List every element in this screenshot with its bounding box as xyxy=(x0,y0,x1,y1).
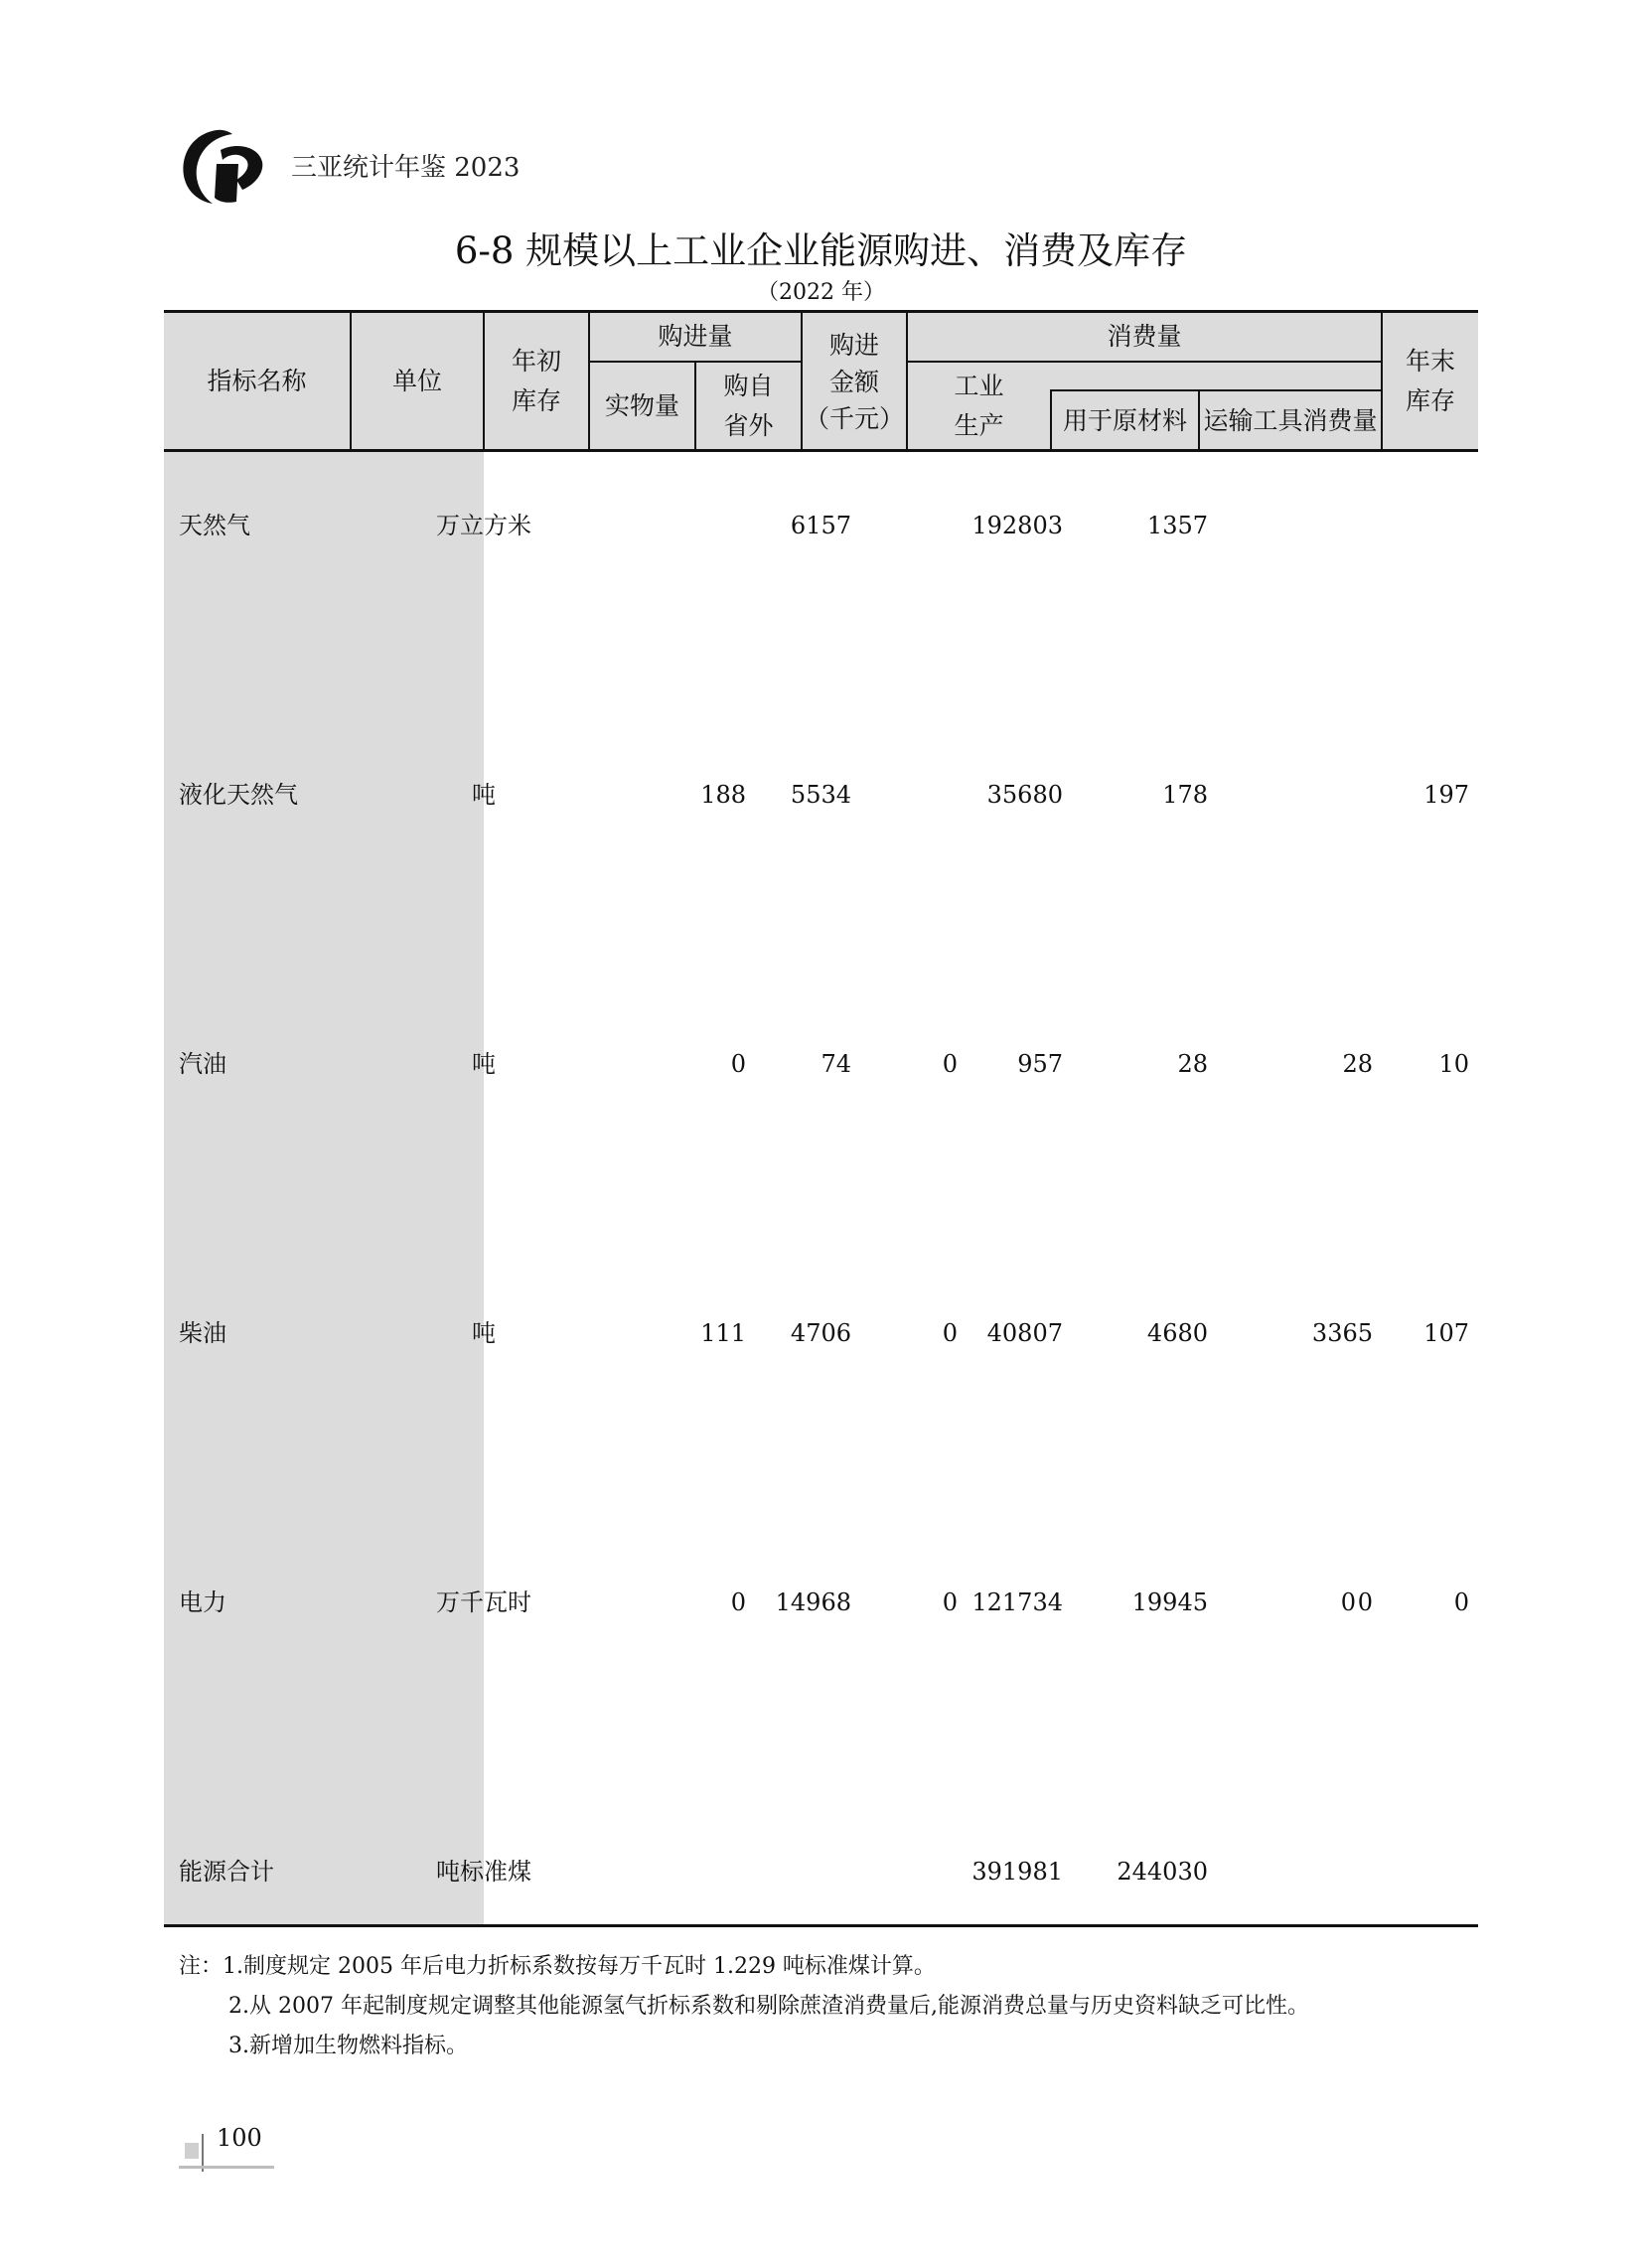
table-row xyxy=(164,775,1478,815)
row-unit-text: 万立方米 xyxy=(436,512,531,539)
yearbook-logo-icon xyxy=(177,124,266,208)
header-outside-text: 购自 省外 xyxy=(723,372,774,440)
note-1: 注：1.制度规定 2005 年后电力折标系数按每万千瓦时 1.229 吨标准煤计算。 xyxy=(179,1954,936,1979)
row-outside: 0 xyxy=(942,1050,958,1078)
table-row xyxy=(164,1044,1478,1084)
row-begin-stock: 0 xyxy=(730,1050,746,1078)
header-industrial xyxy=(908,363,1050,450)
row-outside: 0 xyxy=(942,1588,958,1616)
table-row xyxy=(164,1583,1478,1622)
header-raw-material: 用于原材料 xyxy=(1062,405,1187,435)
header-transport: 运输工具消费量 xyxy=(1203,405,1378,435)
table-year: （2022 年） xyxy=(757,280,885,305)
row-physical: 74 xyxy=(821,1050,851,1078)
header-consumption-group: 消费量 xyxy=(1107,321,1182,351)
table-notes xyxy=(179,1947,1309,2066)
row-industrial: 28 xyxy=(1177,1050,1208,1078)
row-raw-material: 0 xyxy=(1340,1588,1356,1616)
row-transport: 28 xyxy=(1342,1050,1373,1078)
page-number: 100 xyxy=(217,2124,262,2152)
table-row xyxy=(164,1313,1478,1353)
row-transport: 3365 xyxy=(1311,1319,1373,1347)
row-outside: 0 xyxy=(942,1319,958,1347)
row-physical: 6157 xyxy=(790,512,851,539)
row-unit-text: 万千瓦时 xyxy=(436,1588,531,1616)
row-name: 液化天然气 xyxy=(179,781,298,809)
row-unit-text: 吨 xyxy=(472,1319,496,1347)
row-industrial: 19945 xyxy=(1131,1588,1208,1616)
header-outside xyxy=(696,363,801,450)
table-row xyxy=(164,506,1478,545)
header-industrial-text: 工业 生产 xyxy=(954,372,1004,440)
row-name: 能源合计 xyxy=(179,1858,274,1886)
row-amount: 192803 xyxy=(971,512,1063,539)
header-begin-stock-text: 年初 库存 xyxy=(511,347,561,415)
header-begin-stock xyxy=(485,312,588,451)
row-amount: 957 xyxy=(1017,1050,1063,1078)
table-row xyxy=(164,1852,1478,1891)
table-title: 6-8 规模以上工业企业能源购进、消费及库存 xyxy=(454,229,1188,272)
row-unit-text: 吨 xyxy=(472,781,496,809)
book-title: 三亚统计年鉴 2023 xyxy=(291,153,521,183)
header-amount xyxy=(803,312,906,451)
row-unit-text: 吨标准煤 xyxy=(436,1858,531,1886)
table-bottom-rule xyxy=(164,1924,1478,1927)
row-begin-stock: 188 xyxy=(700,781,746,809)
note-3: 3.新增加生物燃料指标。 xyxy=(228,2034,468,2058)
stub-column-shading xyxy=(164,312,484,1925)
header-unit: 单位 xyxy=(391,367,442,395)
row-physical: 14968 xyxy=(775,1588,851,1616)
row-industrial: 178 xyxy=(1162,781,1208,809)
row-name: 电力 xyxy=(179,1588,226,1616)
row-end-stock: 107 xyxy=(1423,1319,1469,1347)
row-amount: 40807 xyxy=(986,1319,1063,1347)
header-amount-text: 购进 金额 （千元） xyxy=(804,330,904,433)
header-name: 指标名称 xyxy=(207,367,307,395)
header-end-stock-text: 年末 库存 xyxy=(1405,347,1455,415)
row-unit-text: 吨 xyxy=(472,1050,496,1078)
row-end-stock: 197 xyxy=(1423,781,1469,809)
row-amount: 35680 xyxy=(986,781,1063,809)
row-end-stock: 0 xyxy=(1453,1588,1469,1616)
header-purchase-group: 购进量 xyxy=(658,321,733,351)
row-end-stock: 10 xyxy=(1438,1050,1469,1078)
row-begin-stock: 0 xyxy=(730,1588,746,1616)
row-name: 天然气 xyxy=(179,512,250,539)
row-name: 柴油 xyxy=(179,1319,226,1347)
header-physical: 实物量 xyxy=(604,391,679,420)
row-industrial: 244030 xyxy=(1117,1858,1208,1886)
row-amount: 391981 xyxy=(971,1858,1063,1886)
page-mark xyxy=(185,2143,199,2159)
row-industrial: 1357 xyxy=(1146,512,1208,539)
row-physical: 4706 xyxy=(790,1319,851,1347)
row-physical: 5534 xyxy=(790,781,851,809)
row-industrial: 4680 xyxy=(1146,1319,1208,1347)
row-begin-stock: 111 xyxy=(700,1319,746,1347)
note-2: 2.从 2007 年起制度规定调整其他能源氢气折标系数和剔除蔗渣消费量后,能源消费总量与历史资料缺乏可比性。 xyxy=(228,1994,1309,2019)
header-end-stock xyxy=(1383,312,1478,451)
page-footer-rule xyxy=(179,2166,274,2169)
row-transport: 0 xyxy=(1357,1588,1373,1616)
row-name: 汽油 xyxy=(179,1050,226,1078)
row-amount: 121734 xyxy=(971,1588,1063,1616)
